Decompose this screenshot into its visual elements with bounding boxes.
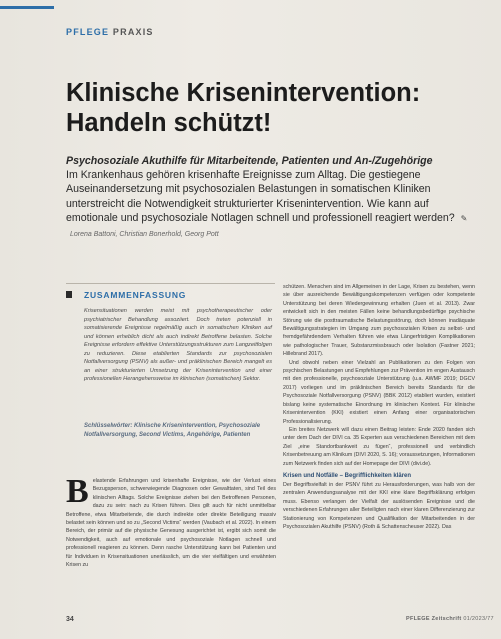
- journal-label: PFLEGE Zeitschrift: [406, 616, 462, 622]
- title-line-2: Handeln schützt!: [66, 109, 272, 137]
- journal-issue: 01/2023/77: [463, 616, 494, 622]
- pencil-icon: ✎: [460, 213, 468, 223]
- dropcap-letter: B: [66, 477, 89, 510]
- kicker-praxis: PRAXIS: [112, 27, 154, 37]
- section-kicker: [66, 27, 154, 37]
- body-right-paragraph-3: Ein breites Netzwerk will dazu einen Beitrag leisten: Ende 2020 fanden sich unter dem Dach der DIVI ca. 35 Experten aus verschiedenen Bereichen mit dem Ziel „eine Standortbankweit zu fügen“, professionell und verbindlich Krisenbetreuung am Klinikum (DIVI 2020, S. 16); voraussetzungen, Informationen zum Netzwerk finden sich auf der Homepage der DIVI (divi.de).: [283, 426, 475, 467]
- body-column-right: [283, 283, 475, 613]
- header-accent-bar: [0, 6, 54, 9]
- square-bullet-icon: [66, 291, 72, 298]
- summary-text: Krisensituationen werden meist mit psychotherapeutischer oder psychiatrischer Behandlung assoziiert. Doch treten potenziell in somatisierende Ereignisse regelmäßig auch in somatischen Kliniken auf und können erheblich dicht als auch indirekt Betroffene belasten. Solche Ereignisse erfordern effektive Unterstützungsstrukturen zum Langzeitfolgen zu reduzieren. Diese etablierten Standards zur psychosozialen Notfallversorgung (PSNV) als außer- und präklinischen Bereich mangelt es an einer strukturierten Umsetzung der Krisenintervention und einer professionellen Herangehensweise im klinischen (somatischen) Sektor.: [84, 308, 272, 382]
- section-heading-krisen: Krisen und Notfälle – Begrifflichkeiten klären: [283, 472, 412, 479]
- article-lead: [66, 154, 471, 242]
- kicker-pflege: PFLEGE: [66, 27, 110, 37]
- body-right-paragraph-1: schützen. Menschen sind im Allgemeinen in der Lage, Krisen zu bestehen, wenn sie über ausreichende Bewältigungskompetenzen verfügen oder kompetente Unterstützung bei deren Wiedergewinnung erhalten (Juen et al. 2013). Zwar entwickelt sich in den meisten Fällen keine behandlungsbedürftige psychische Störung wie die posttraumatische Belastungsstörung, doch können inadäquate Bewältigungsstrategien im Umgang zum psychosozialen Krisen zu selbst- und fremdgefährdendem Verhalten führen wie etwa Längerfristigen Komplikationen wie pathologischer Trauer, Substanzmissbrauch oder Isolation (Fastner 2021; Hillebrand 2017).: [283, 284, 475, 358]
- article-authors: Lorena Battoni, Christian Bonerhold, Georg Pott: [70, 231, 219, 239]
- page-number: 34: [66, 616, 74, 623]
- title-line-1: Klinische Krisenintervention:: [66, 79, 421, 107]
- body-left-text: elastende Erfahrungen und krisenhafte Ereignisse, wie der Verlust eines Bezugsperson, schwerwiegende Diagnosen oder Gewalttaten, sind Teil des klinischen Alltags. Solche Ereignisse ziehen bei den Betroffenen Personen, dazu zu sein: nach zu Krisen führen. Dies gilt auch für nicht unmittelbar Betroffene, etwa Mitarbeitende, die durch indirekte oder direkte Beteiligung massiv belastet sein können und so zu „Second Victims“ werden (Vaubach et al. 2022). In einem Bereich, der primär auf die physische Genesung ausgerichtet ist, ergibt sich somit die Notwendigkeit, auch auf emotionale und psychosoziale Notlagen schnell und professionell reagieren zu können. Denn rasche Unterstützung kann bei Patienten und für Individuen in Krisensituationen unerlässlich, um die vier vielfältigen und erwähnten Krisen zu: [66, 478, 276, 569]
- article-subtitle: Psychosoziale Akuthilfe für Mitarbeitende, Patienten und An-/Zugehörige: [66, 155, 433, 167]
- article-title: [66, 78, 466, 138]
- summary-keywords: Schlüsselwörter: Klinische Krisenintervention, Psychosoziale Notfallversorgung, Second Victims, Angehörige, Patienten: [84, 423, 261, 438]
- journal-footer: [406, 616, 494, 622]
- summary-heading: ZUSAMMENFASSUNG: [84, 290, 187, 300]
- body-right-paragraph-4: Der Begriffsvielfalt in der PSNV führt zu Herausforderungen, was halb von der zentralen Anwendungsanalyse mit der KKI eine klare Begriffsklärung erfolgen muss. Ebenso verlangen der Vielfalt der auslösenden Ereignisse und die verschiedenen Erfahrungen aller Beteiligten nach einer klaren Differenzierung zur Stationierung von Kompetenzen und Qualifikation der Mitarbeitenden in der Psychosozialen Akuthilfe (PSNV) (Roth & Schattenscheuser 2022). Das: [283, 481, 475, 530]
- summary-top-rule: [66, 283, 275, 284]
- lead-text: Im Krankenhaus gehören krisenhafte Ereignisse zum Alltag. Die gestiegene Auseinandersetzung mit psychosozialen Belastungen in somatischen Kliniken unterstreicht die Notwendigkeit strukturierter Krisenintervention. Wie kann auf emotionale und psychosoziale Notlagen schnell und professionell reagiert werden?: [66, 169, 455, 224]
- body-column-left: [66, 477, 276, 612]
- body-right-paragraph-2: Und obwohl neben einer Vielzahl an Publikationen zu den Folgen von psychischen Belastungen und Empfehlungen zur Prävention im engen Austausch mit den professionelle, psychosoziale Unterstützung (u.a. AWMF 2019; DGCV 2017) vorliegen und im präklinischen Bereich bereits Standards für die Psychosoziale Notfallversorgung (PSNV) (BBK 2012) etabliert wurden, existiert bislang keine systematische Einordnung im klinischen Kontext. Für klinische Krisenintervention (KKI) existiert einen Anfang einer organisatorischen Professionalisierung.: [283, 359, 475, 425]
